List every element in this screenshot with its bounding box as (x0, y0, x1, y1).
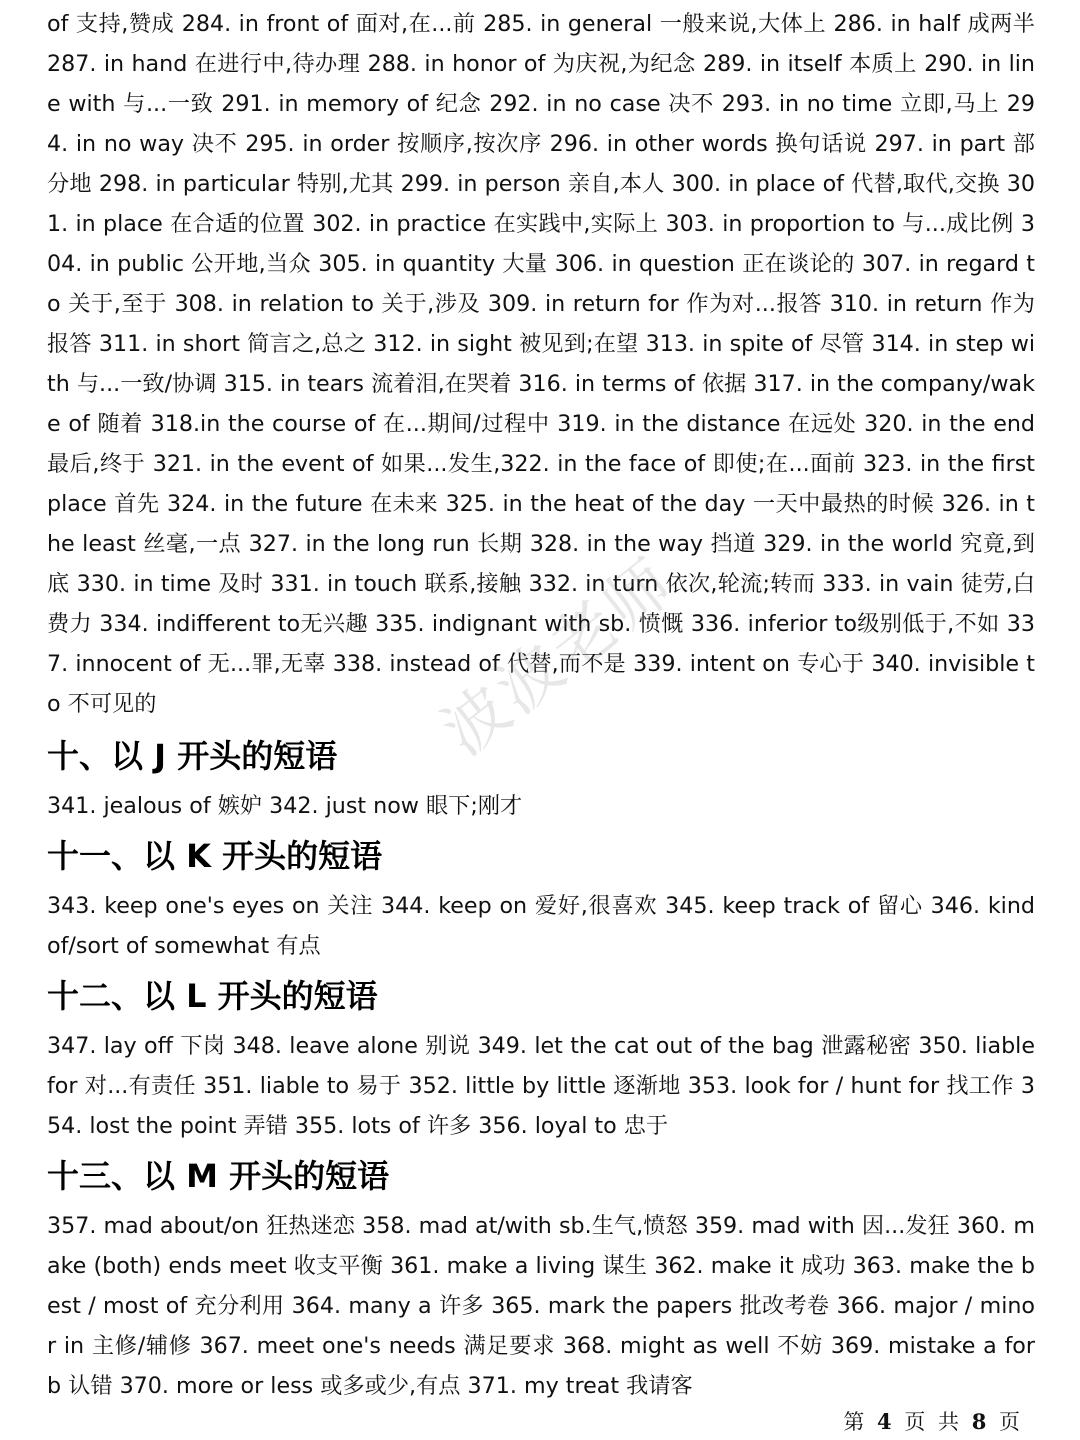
phrase-list-j: 341. jealous of 嫉妒 342. just now 眼下;刚才 (47, 793, 523, 819)
phrase-list-i: of 支持,赞成 284. in front of 面对,在...前 285. in general 一般来说,大体上 286. in half 成两半 287. in hand 在进行中,待办理 288. in honor of 为庆祝,为纪念 289. in itself 本质上 290. in line with 与...一致 291. in memory of 纪念 292. in no case 决不 293. in no time 立即,马上 294. in no way 决不 295. in order 按顺序,按次序 296. in other words 换句话说 297. in part 部分地 298. in particular 特别,尤其 299. in person 亲自,本人 300. in place of 代替,取代,交换 301. in place 在合适的位置 302. in practice 在实践中,实际上 303. in proportion to 与...成比例 304. in public 公开地,当众 305. in quantity 大量 306. in question 正在谈论的 307. in regard to 关于,至于 308. in relation to 关于,涉及 309. in return for 作为对...报答 310. in return 作为报答 311. in short 简言之,总之 312. in sight 被见到;在望 313. in spite of 尽管 314. in step with 与...一致/协调 315. in tears 流着泪,在哭着 316. in terms of 依据 317. in the company/wake of 随着 318.in the course of 在...期间/过程中 319. in the distance 在远处 320. in the end 最后,终于 321. in the event of 如果...发生,322. in the face of 即使;在...面前 323. in the first place 首先 324. in the future 在未来 325. in the heat of the day 一天中最热的时候 326. in the least 丝毫,一点 327. in the long run 长期 328. in the way 挡道 329. in the world 究竟,到底 330. in time 及时 331. in touch 联系,接触 332. in turn 依次,轮流;转而 333. in vain 徒劳,白费力 334. indifferent to无兴趣 335. indignant with sb. 愤慨 336. inferior to级别低于,不如 337. innocent of 无...罪,无辜 338. instead of 代替,而不是 339. intent on 专心于 340. invisible to 不可见的 (47, 11, 1035, 717)
section-heading-k: 十一、以 K 开头的短语 (47, 837, 383, 875)
phrase-list-k: 343. keep one's eyes on 关注 344. keep on 爱好,很喜欢 345. keep track of 留心 346. kind of/sort of somewhat 有点 (47, 893, 1035, 959)
footer-page-total: 8 (971, 1409, 987, 1434)
phrase-list-m: 357. mad about/on 狂热迷恋 358. mad at/with sb.生气,愤怒 359. mad with 因...发狂 360. make (both) ends meet 收支平衡 361. make a living 谋生 362. make it 成功 363. make the best / most of 充分利用 364. many a 许多 365. mark the papers 批改考卷 366. major / minor in 主修/辅修 367. meet one's needs 满足要求 368. might as well 不妨 369. mistake a for b 认错 370. more or less 或多或少,有点 371. my treat 我请客 (47, 1213, 1035, 1399)
footer-suffix: 页 (999, 1410, 1020, 1434)
page-footer (843, 1406, 1020, 1436)
phrase-list-l: 347. lay off 下岗 348. leave alone 别说 349. let the cat out of the bag 泄露秘密 350. liable for 对...有责任 351. liable to 易于 352. little by little 逐渐地 353. look for / hunt for 找工作 354. lost the point 弄错 355. lots of 许多 356. loyal to 忠于 (47, 1033, 1035, 1139)
footer-prefix: 第 (843, 1410, 865, 1434)
footer-middle: 页 共 (904, 1410, 959, 1434)
section-heading-m: 十三、以 M 开头的短语 (47, 1157, 390, 1195)
section-heading-j: 十、以 J 开头的短语 (47, 737, 338, 775)
document-body (47, 4, 1035, 1406)
footer-page-current: 4 (877, 1409, 892, 1434)
watermark: 波波老师 (429, 544, 690, 771)
section-heading-l: 十二、以 L 开头的短语 (47, 977, 378, 1015)
